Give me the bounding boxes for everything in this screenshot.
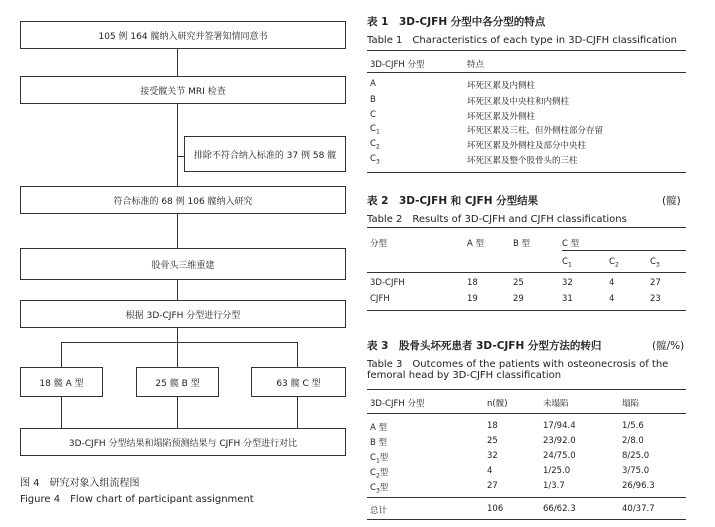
table-cell: 2/8.0 [622, 436, 644, 446]
table-cell: 40/37.7 [622, 504, 655, 514]
table-cell: 3/75.0 [622, 466, 650, 476]
flow-connector [177, 280, 178, 300]
table-top-rule [367, 389, 686, 390]
table-unit: (髋) [662, 195, 681, 207]
table-cell: B 型 [370, 438, 388, 448]
table-cell: 24/75.0 [543, 451, 576, 461]
table-cell: 18 [487, 421, 498, 431]
table-cell: A [370, 79, 376, 89]
flow-box-type-c: 63 髋 C 型 [251, 367, 346, 397]
table-cell: 31 [562, 294, 573, 304]
table-cell: A 型 [370, 423, 388, 433]
flow-connector [177, 156, 184, 157]
table-cell: $C_3$ [370, 154, 380, 166]
flow-connector [177, 214, 178, 248]
table-bottom-rule [367, 310, 686, 311]
table-cell: 4 [609, 294, 615, 304]
table-cell: 18 [467, 278, 478, 288]
table-top-rule [367, 50, 686, 51]
table-bottom-rule [367, 172, 686, 173]
flow-connector [177, 49, 178, 76]
table-cell: $C_1$型 [370, 453, 389, 465]
column-header: 3D-CJFH 分型 [370, 399, 425, 409]
flow-connector [61, 342, 297, 343]
table-cell: 1/25.0 [543, 466, 571, 476]
column-header: 未塌陷 [543, 399, 569, 409]
table-cell: 23 [650, 294, 661, 304]
table-cell: 1/3.7 [543, 481, 565, 491]
flow-box-comparison: 3D-CJFH 分型结果和塌陷预测结果与 CJFH 分型进行对比 [20, 428, 346, 456]
table-cell: CJFH [370, 294, 390, 304]
column-header: 塌陷 [622, 399, 640, 409]
table-title-en: Table 1 Characteristics of each type in 3D-CJFH classification [367, 35, 678, 46]
table-cell: 4 [487, 466, 493, 476]
column-header: C 型 [562, 239, 580, 249]
table-cell: 坏死区累及外侧柱及部分中央柱 [467, 141, 587, 151]
table-header-rule [367, 413, 686, 414]
table-cell: B [370, 95, 376, 105]
table-title-en: Table 3 Outcomes of the patients with osteonecrosis of the [367, 359, 669, 370]
table-unit: (髋/%) [652, 340, 685, 352]
table-cell: 4 [609, 278, 615, 288]
column-header: 特点 [467, 60, 485, 70]
flow-box-reconstruction: 股骨头三维重建 [20, 248, 346, 280]
flow-connector [177, 328, 178, 342]
table-cell: 坏死区累及整个股骨头的三柱 [467, 156, 578, 166]
table-title-zh: 表 3 股骨头坏死患者 3D-CJFH 分型方法的转归 [367, 340, 602, 352]
table-bottom-rule [367, 519, 686, 520]
flow-box-excluded: 排除不符合纳入标准的 37 例 58 髋 [184, 136, 346, 172]
table-cell: 29 [513, 294, 524, 304]
flow-box-type-b: 25 髋 B 型 [136, 367, 219, 397]
table-title-en: Table 2 Results of 3D-CJFH and CJFH classifications [367, 214, 627, 225]
column-header: A 型 [467, 239, 485, 249]
flow-connector [61, 397, 62, 428]
table-cell: $C_1$ [370, 124, 380, 136]
table-cell: 106 [487, 504, 504, 514]
column-header: 分型 [370, 239, 388, 249]
flow-box-type-a: 18 髋 A 型 [20, 367, 103, 397]
subheader-rule [562, 250, 686, 251]
table-cell: 27 [650, 278, 661, 288]
column-header: B 型 [513, 239, 531, 249]
table-cell: 坏死区累及三柱，但外侧柱部分存留 [467, 126, 604, 136]
table-cell: 8/25.0 [622, 451, 650, 461]
figure-caption-zh: 图 4 研究对象入组流程图 [20, 478, 140, 489]
flow-connector [297, 342, 298, 367]
column-subheader: $C_1$ [562, 257, 572, 269]
table-cell: 1/5.6 [622, 421, 644, 431]
table-cell: $C_2$型 [370, 468, 389, 480]
table-cell: 32 [562, 278, 573, 288]
flow-connector [177, 104, 178, 186]
table-cell: 25 [487, 436, 498, 446]
table-cell: 19 [467, 294, 478, 304]
column-subheader: $C_3$ [650, 257, 660, 269]
table-cell: $C_2$ [370, 139, 380, 151]
column-header: n(髋) [487, 399, 508, 409]
table-cell: 17/94.4 [543, 421, 576, 431]
flow-box-mri: 接受髋关节 MRI 检查 [20, 76, 346, 104]
flow-connector [297, 397, 298, 428]
table-top-rule [367, 227, 686, 228]
flow-connector [61, 342, 62, 367]
table-header-rule [367, 272, 686, 273]
column-subheader: $C_2$ [609, 257, 619, 269]
flow-box-enrolled: 105 例 164 髋纳入研究并签署知情同意书 [20, 21, 346, 49]
table-cell: 坏死区累及中央柱和内侧柱 [467, 97, 570, 107]
flow-connector [177, 342, 178, 367]
figure-caption-en: Figure 4 Flow chart of participant assignment [20, 494, 254, 505]
column-header: 3D-CJFH 分型 [370, 60, 425, 70]
table-cell: 23/92.0 [543, 436, 576, 446]
table-cell: 3D-CJFH [370, 278, 405, 288]
table-title-zh: 表 1 3D-CJFH 分型中各分型的特点 [367, 16, 546, 28]
table-header-rule [367, 72, 686, 73]
table-cell: 66/62.3 [543, 504, 576, 514]
table-cell: 坏死区累及外侧柱 [467, 112, 536, 122]
table-cell: 26/96.3 [622, 481, 655, 491]
table-title-zh: 表 2 3D-CJFH 和 CJFH 分型结果 [367, 195, 539, 207]
table-cell: 32 [487, 451, 498, 461]
table-cell: 25 [513, 278, 524, 288]
table-cell: C [370, 110, 376, 120]
flow-box-included: 符合标准的 68 例 106 髋纳入研究 [20, 186, 346, 214]
table-cell: 坏死区累及内侧柱 [467, 81, 536, 91]
table-cell: 总计 [370, 506, 388, 516]
table-cell: 27 [487, 481, 498, 491]
flow-connector [177, 397, 178, 428]
table-cell: $C_3$型 [370, 483, 389, 495]
table-total-rule [367, 497, 686, 498]
flow-box-classification: 根据 3D-CJFH 分型进行分型 [20, 300, 346, 328]
table-title-en: femoral head by 3D-CJFH classification [367, 370, 562, 381]
